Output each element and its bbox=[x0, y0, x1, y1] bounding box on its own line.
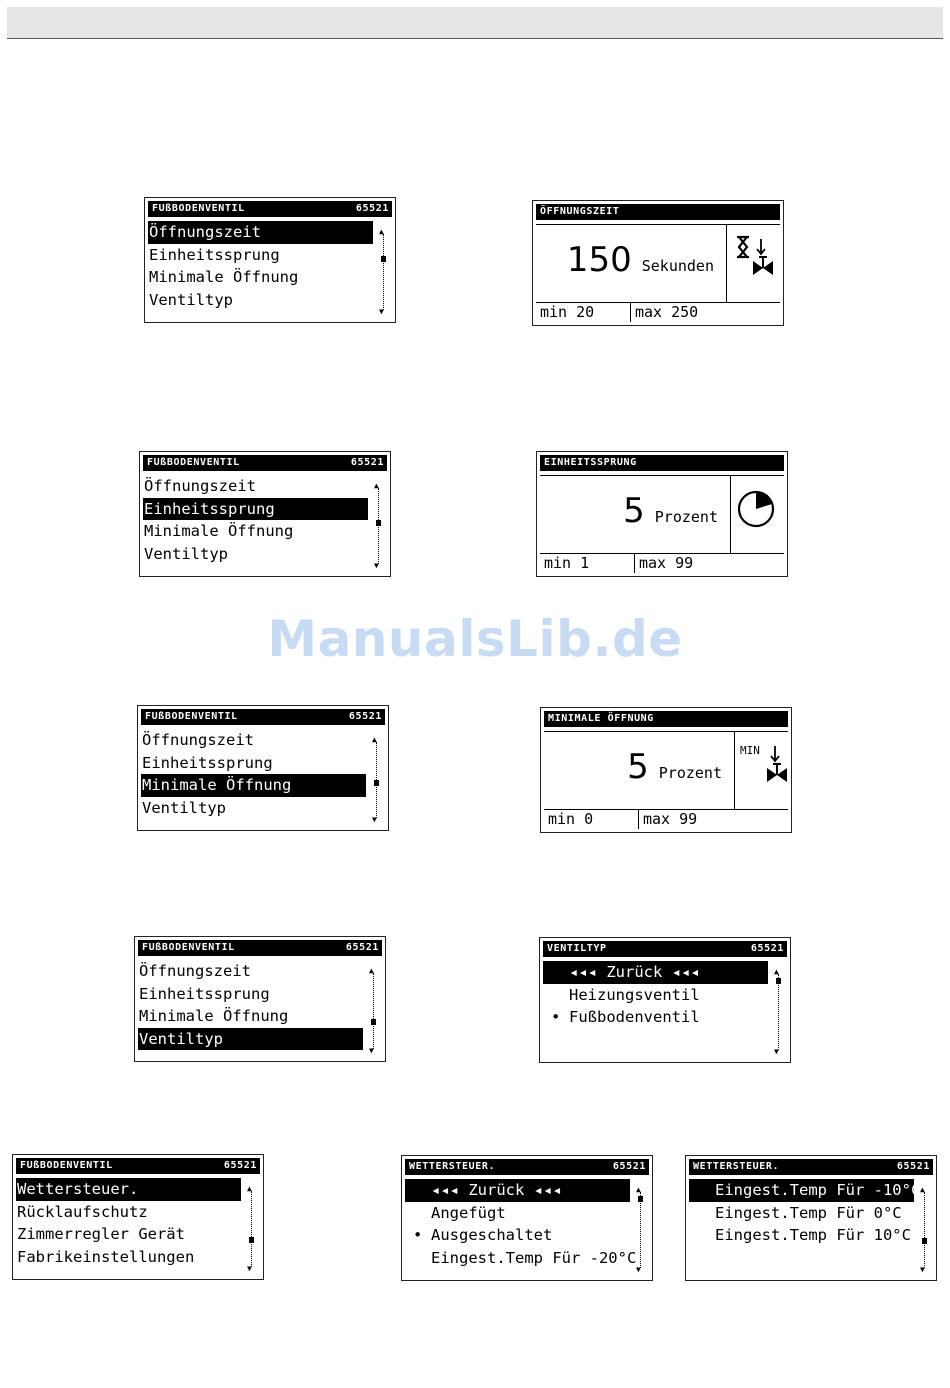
menu-item-einheitssprung[interactable]: Einheitssprung bbox=[142, 753, 273, 772]
scroll-down-icon: ▼ bbox=[247, 1264, 252, 1273]
screen-header bbox=[405, 1159, 649, 1175]
screen-code: 65521 bbox=[612, 1161, 646, 1172]
scroll-down-icon: ▼ bbox=[920, 1265, 925, 1274]
screen-title: FUßBODENVENTIL bbox=[147, 457, 240, 468]
value-screen-minimale-oeffnung bbox=[540, 707, 792, 833]
option-angefuegt[interactable]: Angefügt bbox=[431, 1203, 506, 1222]
option-temp-minus20[interactable]: Eingest.Temp Für -20°C bbox=[431, 1248, 637, 1267]
screen-title: FUßBODENVENTIL bbox=[152, 203, 245, 214]
scroll-down-icon: ▼ bbox=[379, 307, 384, 316]
screen-code: 65521 bbox=[345, 942, 379, 953]
option-temp-10[interactable]: Eingest.Temp Für 10°C bbox=[715, 1226, 911, 1244]
watermark: ManualsLib.de bbox=[267, 610, 683, 668]
ventiltyp-screen bbox=[539, 937, 791, 1063]
scrollbar[interactable] bbox=[372, 736, 382, 824]
menu-item-ventiltyp[interactable]: Ventiltyp bbox=[144, 544, 228, 563]
min-valve-icon bbox=[743, 742, 789, 788]
screen-header bbox=[543, 941, 787, 957]
option-fussbodenventil[interactable] bbox=[543, 1006, 768, 1029]
scrollbar[interactable] bbox=[636, 1186, 646, 1274]
screen-header bbox=[540, 455, 784, 471]
screen-header bbox=[138, 940, 382, 956]
option-label: Fußbodenventil bbox=[569, 1008, 700, 1026]
option-temp-0[interactable]: Eingest.Temp Für 0°C bbox=[715, 1203, 902, 1222]
menu-item-oeffnungszeit[interactable]: Öffnungszeit bbox=[139, 962, 251, 980]
menu-item-einheitssprung[interactable]: Einheitssprung bbox=[143, 498, 368, 521]
scroll-up-icon: ▲ bbox=[920, 1185, 925, 1194]
scrollbar[interactable] bbox=[379, 228, 389, 316]
menu-item-ventiltyp[interactable]: Ventiltyp bbox=[149, 290, 233, 309]
scroll-up-icon: ▲ bbox=[379, 227, 384, 236]
screen-code: 65521 bbox=[355, 203, 389, 214]
max-value: max 99 bbox=[638, 810, 697, 829]
screen-title: WETTERSTEUER. bbox=[693, 1161, 780, 1172]
value-unit: Prozent bbox=[654, 508, 718, 526]
min-value: min 20 bbox=[540, 303, 595, 321]
menu-item-minimale-oeffnung[interactable]: Minimale Öffnung bbox=[139, 1007, 289, 1025]
min-label: MIN bbox=[740, 744, 760, 757]
value-area bbox=[544, 731, 735, 809]
scroll-up-icon: ▲ bbox=[774, 967, 779, 976]
menu-item-oeffnungszeit[interactable]: Öffnungszeit bbox=[148, 221, 373, 244]
scroll-down-icon: ▼ bbox=[372, 815, 377, 824]
limits-row bbox=[540, 553, 784, 573]
hourglass-valve-icon bbox=[735, 235, 781, 281]
min-value: min 0 bbox=[548, 810, 594, 828]
option-zurueck[interactable]: ◂◂◂ Zurück ◂◂◂ bbox=[543, 961, 768, 984]
value-unit: Sekunden bbox=[641, 257, 714, 275]
option-ausgeschaltet[interactable] bbox=[405, 1224, 630, 1247]
value-number: 150 bbox=[566, 240, 632, 280]
icon-area bbox=[727, 224, 780, 302]
scrollbar[interactable] bbox=[369, 967, 379, 1055]
scrollbar[interactable] bbox=[374, 482, 384, 570]
scrollbar[interactable] bbox=[920, 1186, 930, 1274]
option-label: Ausgeschaltet bbox=[431, 1226, 553, 1244]
screen-title: FUßBODENVENTIL bbox=[20, 1160, 113, 1171]
menu-screen-ventiltyp bbox=[134, 936, 386, 1062]
option-zurueck[interactable]: ◂◂◂ Zurück ◂◂◂ bbox=[405, 1179, 630, 1202]
menu-item-fabrikeinstellungen[interactable]: Fabrikeinstellungen bbox=[17, 1247, 195, 1266]
selected-bullet-icon: • bbox=[551, 1008, 561, 1026]
scroll-up-icon: ▲ bbox=[369, 966, 374, 975]
screen-header bbox=[689, 1159, 933, 1175]
selected-bullet-icon: • bbox=[413, 1226, 423, 1244]
value-unit: Prozent bbox=[658, 764, 722, 782]
option-temp-minus10[interactable]: Eingest.Temp Für -10°C bbox=[689, 1179, 914, 1202]
page-header-bar bbox=[7, 7, 943, 39]
screen-header bbox=[544, 711, 788, 727]
menu-item-ruecklaufschutz[interactable]: Rücklaufschutz bbox=[17, 1202, 148, 1221]
screen-title: ÖFFNUNGSZEIT bbox=[540, 206, 620, 217]
menu-item-minimale-oeffnung[interactable]: Minimale Öffnung bbox=[144, 522, 294, 540]
scroll-up-icon: ▲ bbox=[636, 1185, 641, 1194]
menu-item-wettersteuer[interactable]: Wettersteuer. bbox=[16, 1178, 241, 1201]
screen-header bbox=[143, 455, 387, 471]
menu-item-ventiltyp[interactable]: Ventiltyp bbox=[138, 1028, 363, 1051]
icon-area bbox=[731, 475, 784, 553]
scroll-down-icon: ▼ bbox=[374, 561, 379, 570]
screen-code: 65521 bbox=[223, 1160, 257, 1171]
scroll-up-icon: ▲ bbox=[374, 481, 379, 490]
menu-item-oeffnungszeit[interactable]: Öffnungszeit bbox=[144, 477, 256, 495]
wettersteuer-screen-1 bbox=[401, 1155, 653, 1281]
scroll-down-icon: ▼ bbox=[774, 1047, 779, 1056]
screen-title: FUßBODENVENTIL bbox=[142, 942, 235, 953]
value-area bbox=[536, 224, 727, 302]
screen-title: EINHEITSSPRUNG bbox=[544, 457, 637, 468]
menu-item-zimmerregler[interactable]: Zimmerregler Gerät bbox=[17, 1225, 185, 1243]
scroll-down-icon: ▼ bbox=[636, 1265, 641, 1274]
icon-area bbox=[735, 731, 788, 809]
max-value: max 250 bbox=[630, 303, 698, 322]
value-screen-einheitssprung bbox=[536, 451, 788, 577]
screen-code: 65521 bbox=[348, 711, 382, 722]
menu-item-minimale-oeffnung[interactable]: Minimale Öffnung bbox=[149, 268, 299, 286]
screen-header bbox=[148, 201, 392, 217]
menu-item-einheitssprung[interactable]: Einheitssprung bbox=[139, 984, 270, 1003]
max-value: max 99 bbox=[634, 554, 693, 573]
menu-screen-minimale-oeffnung bbox=[137, 705, 389, 831]
menu-item-einheitssprung[interactable]: Einheitssprung bbox=[149, 245, 280, 264]
clock-icon bbox=[737, 490, 783, 536]
value-area bbox=[540, 475, 731, 553]
value-number: 5 bbox=[623, 491, 645, 531]
screen-code: 65521 bbox=[896, 1161, 930, 1172]
menu-screen-einheitssprung bbox=[139, 451, 391, 577]
value-number: 5 bbox=[627, 747, 649, 787]
menu-screen-wettersteuer bbox=[12, 1154, 264, 1280]
screen-title: MINIMALE ÖFFNUNG bbox=[548, 713, 654, 724]
menu-screen-oeffnungszeit bbox=[144, 197, 396, 323]
scrollbar[interactable] bbox=[774, 968, 784, 1056]
limits-row bbox=[544, 809, 788, 829]
menu-item-ventiltyp[interactable]: Ventiltyp bbox=[142, 798, 226, 817]
screen-title: FUßBODENVENTIL bbox=[145, 711, 238, 722]
value-screen-oeffnungszeit bbox=[532, 200, 784, 326]
screen-code: 65521 bbox=[350, 457, 384, 468]
min-value: min 1 bbox=[544, 554, 590, 572]
screen-header bbox=[536, 204, 780, 220]
screen-header bbox=[16, 1158, 260, 1174]
option-heizungsventil[interactable]: Heizungsventil bbox=[569, 985, 700, 1004]
screen-code: 65521 bbox=[750, 943, 784, 954]
screen-title: VENTILTYP bbox=[547, 943, 607, 954]
screen-header bbox=[141, 709, 385, 725]
limits-row bbox=[536, 302, 780, 322]
scrollbar[interactable] bbox=[247, 1185, 257, 1273]
menu-item-minimale-oeffnung[interactable]: Minimale Öffnung bbox=[141, 774, 366, 797]
scroll-up-icon: ▲ bbox=[247, 1184, 252, 1193]
menu-item-oeffnungszeit[interactable]: Öffnungszeit bbox=[142, 731, 254, 749]
scroll-down-icon: ▼ bbox=[369, 1046, 374, 1055]
screen-title: WETTERSTEUER. bbox=[409, 1161, 496, 1172]
scroll-up-icon: ▲ bbox=[372, 735, 377, 744]
wettersteuer-screen-2 bbox=[685, 1155, 937, 1281]
